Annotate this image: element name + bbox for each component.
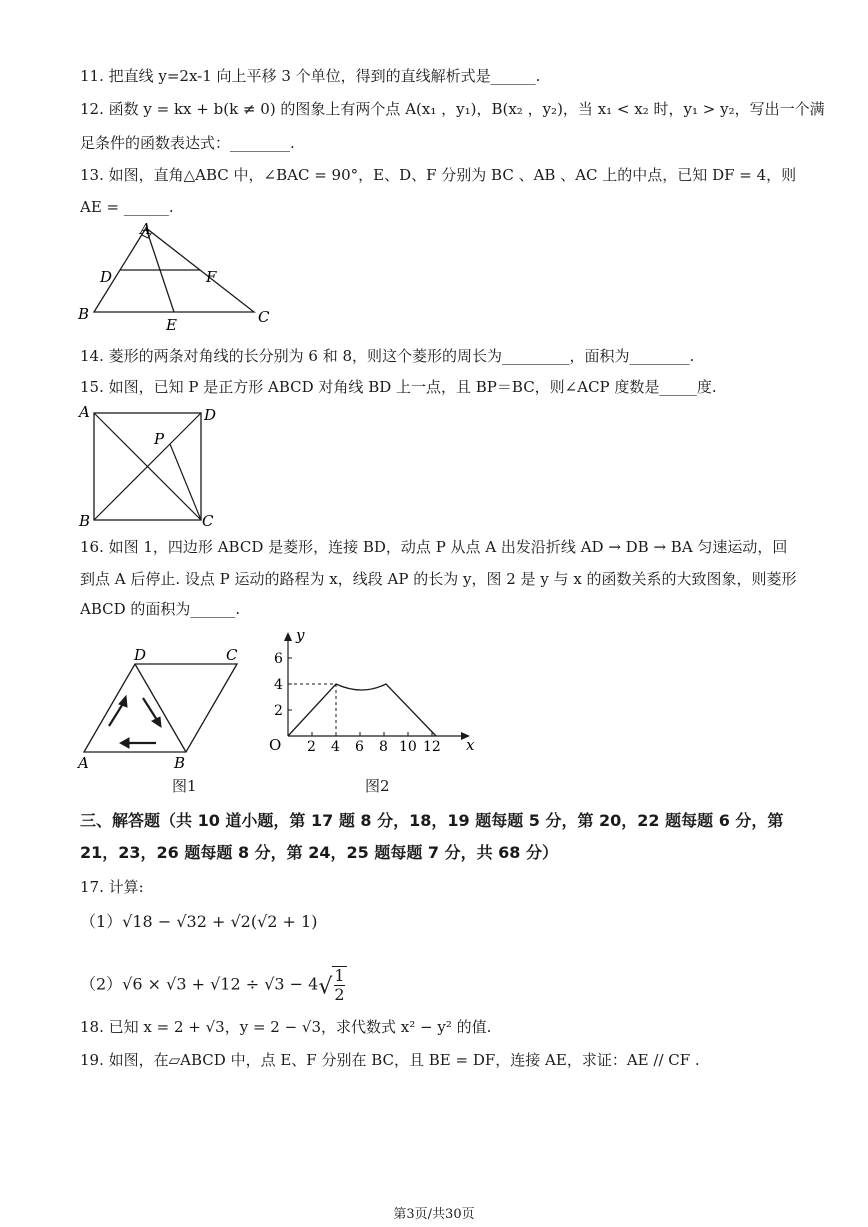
- question-16-line2: 到点 A 后停止. 设点 P 运动的路程为 x，线段 AP 的长为 y，图 2 是 y 与 x 的函数关系的大致图象，则菱形: [80, 570, 797, 588]
- question-14: 14. 菱形的两条对角线的长分别为 6 和 8，则这个菱形的周长为_________，面积为________.: [80, 347, 695, 365]
- question-19: 19. 如图，在▱ABCD 中，点 E、F 分别在 BC，且 BE = DF，连接 AE，求证：AE // CF .: [80, 1051, 700, 1069]
- triangle-figure-q13: [76, 222, 276, 334]
- label-C: C: [226, 646, 238, 664]
- fraction-numerator: 1: [334, 966, 345, 985]
- label-P: P: [154, 430, 165, 448]
- label-B: B: [78, 305, 90, 323]
- fraction-denominator: 2: [334, 985, 345, 1004]
- x-tick-12: 12: [423, 739, 441, 755]
- label-E: E: [166, 316, 177, 334]
- question-11: 11. 把直线 y=2x-1 向上平移 3 个单位，得到的直线解析式是______.: [80, 67, 541, 85]
- sqrt-symbol: √: [318, 974, 333, 1000]
- rhombus-figure-q16: [76, 644, 251, 774]
- square-figure-q15: [76, 402, 226, 532]
- question-18: 18. 已知 x = 2 + √3，y = 2 − √3，求代数式 x² − y² 的值.: [80, 1018, 492, 1036]
- label-A: A: [79, 403, 90, 421]
- x-tick-2: 2: [307, 739, 316, 755]
- y-axis-label: y: [296, 628, 305, 644]
- x-tick-10: 10: [399, 739, 417, 755]
- y-tick-4: 4: [274, 677, 283, 693]
- label-D: D: [100, 268, 113, 286]
- section-3-heading-line2: 21，23，26 题每题 8 分，第 24，25 题每题 7 分，共 68 分）: [80, 843, 558, 862]
- label-C: C: [258, 308, 270, 326]
- figure-1-caption: 图1: [172, 777, 197, 795]
- x-axis-label: x: [466, 736, 474, 754]
- question-12-line2: 足条件的函数表达式：________.: [80, 134, 295, 152]
- question-15: 15. 如图，已知 P 是正方形 ABCD 对角线 BD 上一点，且 BP＝BC，则∠ACP 度数是_____度.: [80, 378, 717, 396]
- section-3-heading-line1: 三、解答题（共 10 道小题，第 17 题 8 分，18，19 题每题 5 分，第 20，22 题每题 6 分，第: [80, 811, 784, 830]
- label-A: A: [140, 222, 151, 238]
- x-tick-4: 4: [331, 739, 340, 755]
- label-B: B: [79, 512, 91, 530]
- origin-label: O: [269, 736, 282, 754]
- y-tick-2: 2: [274, 703, 283, 719]
- label-D: D: [134, 646, 147, 664]
- question-16-line3: ABCD 的面积为______.: [80, 600, 241, 618]
- label-F: F: [206, 268, 217, 286]
- sqrt-fraction: [332, 966, 346, 1004]
- label-B: B: [174, 754, 186, 772]
- question-17-part1: （1）√18 − √32 + √2(√2 + 1): [80, 912, 318, 931]
- question-17-part2: [80, 966, 347, 1004]
- figure-2-caption: 图2: [365, 777, 390, 795]
- function-graph-q16: [264, 628, 474, 758]
- y-tick-6: 6: [274, 651, 283, 667]
- x-tick-6: 6: [355, 739, 364, 755]
- question-13-line1: 13. 如图，直角△ABC 中，∠BAC = 90°，E、D、F 分别为 BC 、AB 、AC 上的中点，已知 DF = 4，则: [80, 166, 797, 184]
- label-A: A: [78, 754, 89, 772]
- label-D: D: [204, 406, 217, 424]
- label-C: C: [202, 512, 214, 530]
- x-tick-8: 8: [379, 739, 388, 755]
- question-12-line1: 12. 函数 y = kx + b(k ≠ 0) 的图象上有两个点 A(x₁ ，y₁)，B(x₂ ，y₂)，当 x₁ < x₂ 时，y₁ > y₂，写出一个满: [80, 100, 825, 118]
- question-17: 17. 计算:: [80, 878, 144, 896]
- page-footer: 第3页/共30页: [393, 1207, 475, 1222]
- question-16-line1: 16. 如图 1，四边形 ABCD 是菱形，连接 BD，动点 P 从点 A 出发沿折线 AD → DB → BA 匀速运动，回: [80, 538, 788, 556]
- question-13-line2: AE = ______.: [80, 198, 174, 216]
- question-17-part2-expression: （2）√6 × √3 + √12 ÷ √3 − 4: [80, 974, 319, 994]
